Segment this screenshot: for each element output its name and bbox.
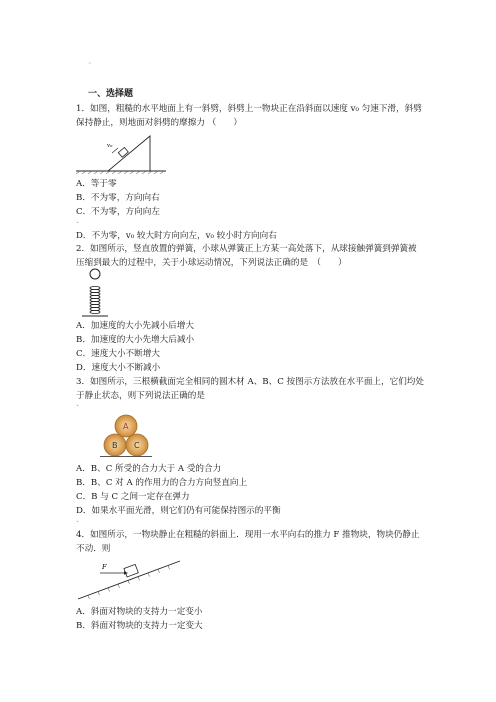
q2-option-c: C．速度大小不断增大 [76,349,160,359]
spring [90,286,100,313]
q1-option-c: C．不为零，方向向左 [76,207,160,217]
log-a-label: A [123,422,129,431]
section-title: 一、选择题 [88,89,134,99]
q2-stem-line2: 压缩到最大的过程中，关于小球运动情况，下列说法正确的是 （ ） [76,258,347,268]
q2-option-b: B．加速度的大小先增大后减小 [76,335,195,345]
force-label: F [102,563,107,571]
q2-option-d: D．速度大小不断减小 [76,363,161,373]
q4-option-b: B．斜面对物块的支持力一定变大 [76,621,203,631]
q1-stem-line1: 1．如图，粗糙的水平地面上有一斜劈，斜劈上一物块正在沿斜面以速度 v₀ 匀速下滑，斜劈 [76,104,422,114]
wedge [108,136,150,171]
q3-option-a: A．B、C 所受的合力大于 A 受的合力 [76,464,222,474]
velocity-label: v₀ [107,143,113,149]
block [124,564,138,577]
q3-logs-figure [98,412,154,460]
page-mark: ◦ [88,60,92,67]
page-mark: ˇ [76,405,79,412]
q1-option-a: A．等于零 [76,179,117,189]
q4-stem-line2: 不动．则 [76,544,111,554]
q1-option-d: D．不为零，v₀ 较大时方向向左，v₀ 较小时方向向右 [76,231,277,241]
q1-option-b: B．不为零，方向向右 [76,193,160,203]
q1-stem-line2: 保持静止，则地面对斜劈的摩擦力 （ ） [76,118,243,128]
q2-option-a: A．加速度的大小先减小后增大 [76,321,194,331]
q3-option-b: B．B、C 对 A 的作用力的合力方向竖直向上 [76,478,248,488]
log-c-label: C [134,441,140,450]
q3-stem-line2: 于静止状态，则下列说法正确的是 [76,391,205,401]
q1-wedge-figure [74,134,174,174]
q3-stem-line1: 3．如图所示，三根横截面完全相同的圆木材 A、B、C 按图示方法放在水平面上，它们均处 [76,377,424,387]
page-mark: ˇ [76,521,79,528]
page-mark: ˇ [76,222,79,229]
q2-spring-figure [78,268,114,320]
q2-stem-line1: 2．如图所示，竖直放置的弹簧，小球从弹簧正上方某一高处落下，从球接触弹簧到弹簧被 [76,244,417,254]
q4-incline-figure [76,557,182,601]
log-b-label: B [112,441,118,450]
ball [90,269,100,279]
q3-option-c: C．B 与 C 之间一定存在弹力 [76,492,190,502]
velocity-arrow [112,148,118,153]
q3-option-d: D．如果水平面光滑，则它们仍有可能保持图示的平衡 [76,506,281,516]
q4-option-a: A．斜面对物块的支持力一定变小 [76,607,203,617]
q4-stem-line1: 4．如图所示，一物块静止在粗糙的斜面上．现用一水平向右的推力 F 推物块，物块仍静止 [76,530,420,540]
